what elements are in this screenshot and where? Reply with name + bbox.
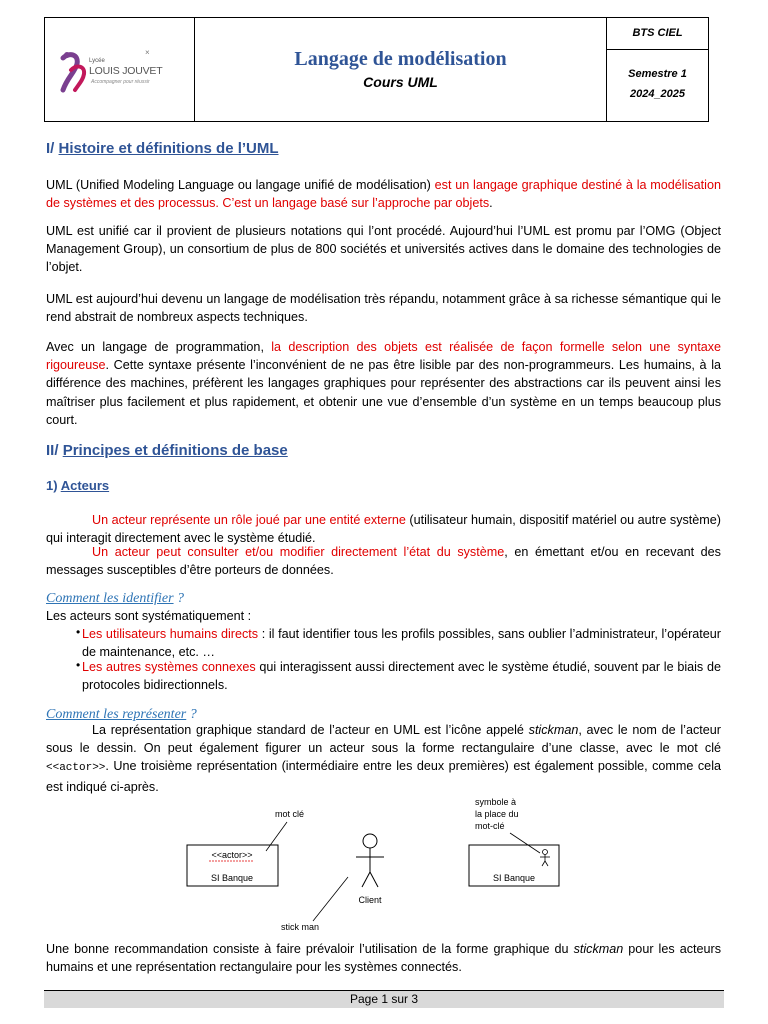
bullet-2-text: qui interagissent aussi directement avec le système étudié, souvent par le biais de protocoles bidirectionnels. xyxy=(82,660,721,693)
section-1-paragraph-2: UML est unifié car il provient de plusieurs notations qui l’ont procédé. Aujourd’hui l’UML est promu par l’OMG (Object Management Group), un consortium de plus de 800 sociétés et universités actives dans le domaine des technologies de l’objet. xyxy=(46,224,721,275)
document-title: Langage de modélisation xyxy=(294,48,507,70)
actors-p2-emphasis: Un acteur peut consulter et/ou modifier directement l’état du système xyxy=(92,545,505,559)
logo-cell xyxy=(45,18,195,121)
actors-paragraph-1 xyxy=(46,511,721,547)
logo-figure-icon xyxy=(57,48,91,93)
stickman-name: Client xyxy=(358,895,382,905)
stickman-arrow xyxy=(313,877,348,921)
rep-p2-a: Une bonne recommandation consiste à faire prévaloir l’utilisation de la forme graphique du xyxy=(46,942,574,956)
actors-p2-text: , en émettant et/ou en recevant des messages susceptibles d’être porteurs de données. xyxy=(46,545,721,578)
rep-p1-e: . Une troisième représentation (intermédiaire entre les deux premières) est également possible, comme cela est indiqué ci-après. xyxy=(46,759,721,794)
header-table xyxy=(44,17,709,122)
represent-heading-text: Comment les représenter xyxy=(46,707,187,722)
stickman-icon xyxy=(356,834,384,887)
logo-school-name: LOUIS JOUVET xyxy=(89,65,163,77)
bullet-1-text: : il faut identifier tous les profils possibles, sans oublier l’administrateur, l’opérateur de maintenance, etc. … xyxy=(82,627,721,660)
identify-heading-q: ? xyxy=(173,591,185,606)
section-2-heading xyxy=(46,442,288,459)
actor-representations-figure xyxy=(180,795,580,935)
course-label: BTS CIEL xyxy=(632,27,683,39)
actors-p1-text: (utilisateur humain, dispositif matériel ou autre système) qui interagit directement avec le système étudié. xyxy=(46,513,721,546)
rep-p2-c: pour les acteurs humains et une représentation rectangulaire pour les systèmes connectés. xyxy=(46,942,721,975)
school-year: 2024_2025 xyxy=(629,88,686,100)
p1-text: UML (Unified Modeling Language ou langage unifié de modélisation) xyxy=(46,178,435,192)
section-1-number: I/ xyxy=(46,140,55,157)
bullet-2-emphasis: Les autres systèmes connexes xyxy=(82,660,256,674)
semester-label: Semestre 1 xyxy=(628,68,687,80)
p1-emphasis: est un langage graphique destiné à la modélisation de systèmes et des processus. C’est un langage basé sur l’approche par objets xyxy=(46,178,721,211)
p1-end: . xyxy=(489,196,493,211)
p4-emphasis: la description des objets est réalisée de façon formelle selon une syntaxe rigoureuse xyxy=(46,340,722,373)
section-1-paragraph-1 xyxy=(46,176,721,212)
symbol-label-2: la place du xyxy=(475,809,519,819)
represent-paragraph-2 xyxy=(46,940,721,976)
section-1-paragraph-3: UML est aujourd’hui devenu un langage de modélisation très répandu, notamment grâce à sa richesse sémantique qui le rend abstrait de nombreux aspects techniques. xyxy=(46,292,721,325)
symbol-label-1: symbole à xyxy=(475,797,517,807)
rep-p2-stickman: stickman xyxy=(573,942,624,956)
symbol-label-3: mot-clé xyxy=(475,821,505,831)
box2-name: SI Banque xyxy=(492,873,536,883)
bullet-icon: • xyxy=(76,625,81,639)
section-1-title: Histoire et définitions de l’UML xyxy=(58,140,279,157)
course-cell xyxy=(607,18,708,50)
page-footer xyxy=(44,990,724,1008)
subsection-1-heading xyxy=(46,478,109,493)
document-subtitle: Cours UML xyxy=(363,74,438,90)
logo-tagline: Accompagner pour réussir xyxy=(91,79,150,85)
rep-p1-a: La représentation graphique standard de l’acteur en UML est l’icône appelé xyxy=(92,723,529,737)
stickman-label: stick man xyxy=(281,922,320,932)
identify-heading xyxy=(46,591,184,607)
keyword-label: mot clé xyxy=(275,809,305,819)
section-1-heading xyxy=(46,140,279,157)
p4-rest: . Cette syntaxe présente l’inconvénient de ne pas être lisible par des non-programmeurs. Les humains, à la différence des machines, préfèrent les langages graphiques pour représenter des abstractions car ils peuvent ainsi les maîtriser plus facilement et plus rapidement, et obtenir une vue d’ensemble d’un système en un temps beaucoup plus court. xyxy=(46,358,721,427)
subsection-1-title: Acteurs xyxy=(60,478,110,493)
semester-cell xyxy=(607,50,708,121)
logo-lycee-text: Lycée xyxy=(89,58,105,64)
rep-p1-keyword: <<actor>> xyxy=(46,762,106,775)
school-logo xyxy=(57,48,185,93)
box1-name: SI Banque xyxy=(210,873,254,883)
represent-heading-q: ? xyxy=(186,707,197,722)
page-number: Page 1 sur 3 xyxy=(349,992,419,1006)
identify-heading-text: Comment les identifier xyxy=(46,591,174,606)
title-cell xyxy=(195,18,607,121)
actors-p1-emphasis: Un acteur représente un rôle joué par une entité externe xyxy=(92,513,406,527)
p4-text: Avec un langage de programmation, xyxy=(46,340,272,354)
section-1-paragraph-4 xyxy=(46,338,721,429)
section-2-number: II/ xyxy=(46,442,59,459)
identify-intro: Les acteurs sont systématiquement : xyxy=(46,609,252,623)
identify-bullet-1 xyxy=(82,625,721,661)
actors-paragraph-2 xyxy=(46,543,721,579)
section-2-title: Principes et définitions de base xyxy=(62,442,288,459)
subsection-1-number: 1) xyxy=(46,478,58,493)
bullet-1-emphasis: Les utilisateurs humains directs xyxy=(82,627,259,641)
identify-bullet-2 xyxy=(82,658,721,694)
logo-mark: × xyxy=(145,48,150,57)
bullet-icon: • xyxy=(76,658,81,672)
rep-p1-c: , avec le nom de l’acteur sous le dessin. On peut également figurer un acteur sous la forme rectangulaire d’une classe, avec le mot clé xyxy=(46,723,721,756)
rep-p1-stickman: stickman xyxy=(528,723,579,737)
represent-paragraph-1 xyxy=(46,721,721,796)
box-stereotype: <<actor>> xyxy=(211,850,253,860)
